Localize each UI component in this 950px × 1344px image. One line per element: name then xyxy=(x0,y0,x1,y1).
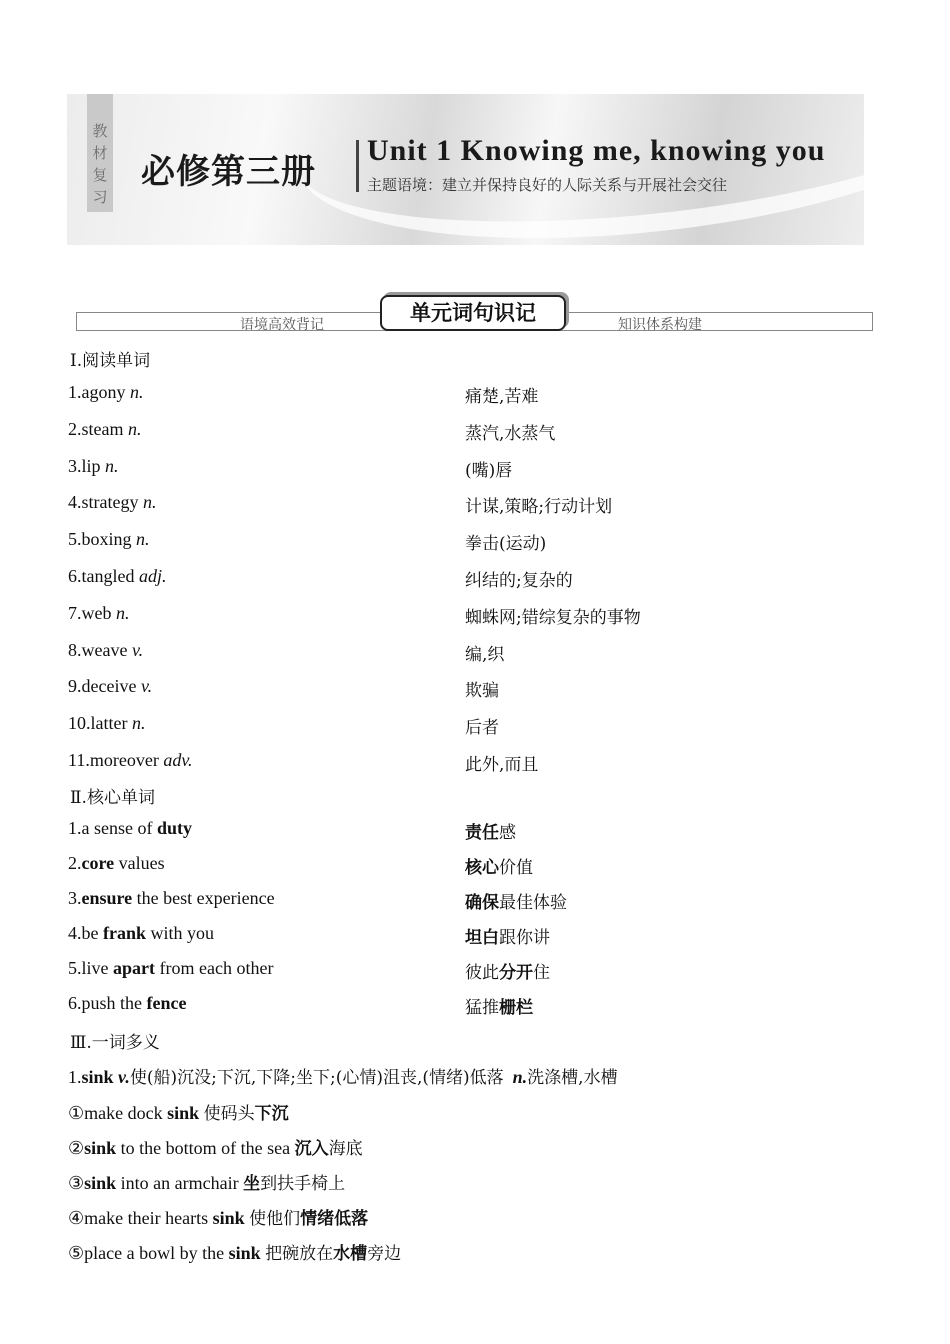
word-pos: n. xyxy=(116,602,130,623)
example-meaning-suffix: 海底 xyxy=(328,1139,363,1159)
example-keyword: sink xyxy=(84,1173,117,1193)
word-number: 9. xyxy=(68,676,82,697)
phrase-suffix: values xyxy=(114,853,165,873)
word-number: 3. xyxy=(68,455,82,476)
phrase-meaning xyxy=(465,923,550,948)
reading-word-row xyxy=(68,640,888,668)
phrase-entry xyxy=(68,958,273,979)
example-prefix: make their hearts xyxy=(84,1208,213,1228)
word-entry xyxy=(68,456,119,477)
word-text: boxing xyxy=(81,529,132,550)
phrase-prefix: 6.push the xyxy=(68,993,147,1013)
word-pos: n. xyxy=(136,529,150,550)
core-word-row xyxy=(68,853,888,881)
word-pos: v. xyxy=(131,639,144,660)
word-pos: adj. xyxy=(138,566,167,586)
meaning-keyword: 确保 xyxy=(465,893,499,913)
part3-heading: Ⅲ.一词多义 xyxy=(70,1033,160,1053)
example-prefix: place a bowl by the xyxy=(84,1243,229,1263)
word-entry xyxy=(68,750,192,771)
phrase-prefix: 2. xyxy=(68,853,82,873)
phrase-entry xyxy=(68,853,165,874)
word-number: 4. xyxy=(68,492,82,513)
word-meaning: 此外,而且 xyxy=(465,755,539,775)
section-title: 单元词句识记 xyxy=(380,295,566,331)
phrase-prefix: 1.a sense of xyxy=(68,818,157,838)
word-text: strategy xyxy=(81,492,139,513)
reading-word-row xyxy=(68,419,888,447)
polysemy-example xyxy=(68,1134,363,1159)
book-title: 必修第三册 xyxy=(141,152,316,192)
word-number: 2. xyxy=(68,418,82,439)
reading-word-row xyxy=(68,603,888,631)
example-suffix: into an armchair xyxy=(116,1173,244,1193)
phrase-meaning xyxy=(465,958,550,983)
example-marker: ② xyxy=(68,1138,85,1158)
word-text: deceive xyxy=(81,676,137,697)
core-word-row xyxy=(68,818,888,846)
word-entry xyxy=(68,566,167,587)
example-prefix: make dock xyxy=(84,1103,168,1123)
meaning-suffix: 跟你讲 xyxy=(499,928,550,948)
example-keyword: sink xyxy=(84,1138,117,1158)
word-pos: n. xyxy=(128,418,142,439)
word-number: 7. xyxy=(68,602,82,623)
word-meaning: 拳击(运动) xyxy=(465,534,547,555)
polysemy-example xyxy=(68,1204,368,1229)
example-keyword: sink xyxy=(167,1103,200,1123)
example-keyword: sink xyxy=(212,1208,245,1228)
reading-word-row xyxy=(68,750,888,778)
example-marker: ④ xyxy=(68,1208,85,1228)
meaning-suffix: 最佳体验 xyxy=(499,893,567,913)
word-entry xyxy=(68,382,144,403)
word-text: web xyxy=(81,602,112,623)
word-meaning: 计谋,策略;行动计划 xyxy=(465,497,613,518)
word-number: 6. xyxy=(68,566,82,586)
phrase-meaning xyxy=(465,853,533,878)
polysemy-example xyxy=(68,1169,345,1194)
part1-heading: Ⅰ.阅读单词 xyxy=(70,351,151,371)
phrase-entry xyxy=(68,993,186,1014)
phrase-prefix: 4.be xyxy=(68,923,103,943)
entry-def-verb: 使(船)沉没;下沉,下降;坐下;(心情)沮丧,(情绪)低落 xyxy=(129,1068,504,1088)
word-meaning: 蜘蛛网;错综复杂的事物 xyxy=(465,607,641,628)
phrase-meaning xyxy=(465,818,516,843)
section-left-label: 语境高效背记 xyxy=(240,317,324,333)
example-meaning-keyword: 水槽 xyxy=(333,1244,368,1264)
phrase-keyword: ensure xyxy=(81,888,133,908)
banner-decoration xyxy=(289,94,864,245)
phrase-suffix: with you xyxy=(146,923,215,943)
core-word-row xyxy=(68,993,888,1021)
example-meaning-keyword: 坐 xyxy=(243,1174,261,1194)
reading-word-row xyxy=(68,382,888,410)
meaning-keyword: 核心 xyxy=(465,858,499,878)
title-divider xyxy=(356,140,359,192)
example-suffix: to the bottom of the sea xyxy=(116,1138,295,1158)
word-text: steam xyxy=(81,418,124,439)
word-meaning: 编,织 xyxy=(465,644,505,665)
polysemy-entry xyxy=(68,1063,618,1088)
word-pos: v. xyxy=(140,676,153,697)
word-entry xyxy=(68,640,143,661)
meaning-suffix: 感 xyxy=(499,823,516,843)
example-meaning-prefix: 使码头 xyxy=(203,1104,255,1124)
phrase-keyword: duty xyxy=(156,818,192,838)
word-number: 1. xyxy=(68,382,82,402)
phrase-prefix: 5.live xyxy=(68,958,113,978)
word-pos: n. xyxy=(142,492,157,513)
entry-number: 1. xyxy=(68,1067,82,1087)
section-right-label: 知识体系构建 xyxy=(618,317,702,333)
example-meaning-suffix: 旁边 xyxy=(367,1244,402,1264)
entry-word: sink xyxy=(81,1067,114,1087)
word-entry xyxy=(68,419,142,440)
review-tag: 教材复习 xyxy=(87,94,113,212)
word-text: latter xyxy=(90,713,128,734)
meaning-keyword: 坦白 xyxy=(465,928,499,948)
reading-word-row xyxy=(68,529,888,557)
word-entry xyxy=(68,676,152,697)
polysemy-example xyxy=(68,1239,401,1264)
reading-word-row xyxy=(68,676,888,704)
phrase-prefix: 3. xyxy=(68,888,82,908)
word-meaning: 欺骗 xyxy=(465,681,499,702)
meaning-suffix: 价值 xyxy=(499,858,533,878)
word-entry xyxy=(68,492,156,513)
reading-word-row xyxy=(68,492,888,520)
core-word-row xyxy=(68,888,888,916)
word-number: 11. xyxy=(68,750,90,770)
unit-title: Unit 1 Knowing me, knowing you xyxy=(367,134,826,167)
phrase-entry xyxy=(68,818,192,839)
example-meaning-suffix: 到扶手椅上 xyxy=(260,1174,346,1194)
word-text: agony xyxy=(81,382,126,402)
word-text: weave xyxy=(81,639,128,660)
word-meaning: 痛楚,苦难 xyxy=(465,387,539,407)
part2-heading: Ⅱ.核心单词 xyxy=(70,788,155,808)
reading-word-row xyxy=(68,566,888,594)
phrase-suffix: from each other xyxy=(155,958,274,978)
word-pos: n. xyxy=(130,382,144,402)
meaning-prefix: 彼此 xyxy=(465,963,499,983)
meaning-keyword: 责任 xyxy=(465,823,499,843)
example-meaning-prefix: 把碗放在 xyxy=(265,1244,334,1264)
word-meaning: 蒸汽,水蒸气 xyxy=(465,423,556,444)
meaning-suffix: 住 xyxy=(533,963,550,983)
entry-pos-noun: n. xyxy=(512,1067,528,1087)
word-text: tangled xyxy=(81,566,135,586)
word-entry xyxy=(68,529,150,550)
core-word-row xyxy=(68,923,888,951)
word-text: moreover xyxy=(89,750,159,770)
word-number: 5. xyxy=(68,529,82,550)
example-meaning-prefix: 使他们 xyxy=(249,1209,301,1229)
phrase-entry xyxy=(68,888,275,909)
word-pos: n. xyxy=(105,455,119,476)
phrase-keyword: frank xyxy=(103,923,147,943)
example-keyword: sink xyxy=(228,1243,261,1263)
chapter-banner xyxy=(67,94,864,245)
word-pos: n. xyxy=(131,713,146,734)
example-meaning-keyword: 下沉 xyxy=(254,1104,289,1124)
word-entry xyxy=(68,603,130,624)
phrase-keyword: fence xyxy=(146,993,187,1013)
word-entry xyxy=(68,713,145,734)
reading-word-row xyxy=(68,713,888,741)
meaning-keyword: 栅栏 xyxy=(499,998,533,1018)
reading-word-row xyxy=(68,456,888,484)
meaning-keyword: 分开 xyxy=(499,963,533,983)
meaning-prefix: 猛推 xyxy=(465,998,499,1018)
word-text: lip xyxy=(81,455,101,476)
word-pos: adv. xyxy=(163,750,193,770)
word-number: 10. xyxy=(68,713,91,734)
phrase-suffix: the best experience xyxy=(132,888,275,908)
phrase-meaning xyxy=(465,993,533,1018)
word-meaning: 后者 xyxy=(465,718,499,739)
entry-def-noun: 洗涤槽,水槽 xyxy=(527,1068,618,1088)
word-meaning: 纠结的;复杂的 xyxy=(465,571,573,591)
entry-pos-verb: v. xyxy=(118,1067,130,1087)
example-marker: ⑤ xyxy=(68,1243,85,1263)
example-marker: ① xyxy=(68,1103,85,1123)
phrase-entry xyxy=(68,923,214,944)
example-meaning-keyword: 情绪低落 xyxy=(300,1209,369,1229)
word-meaning: (嘴)唇 xyxy=(465,460,513,481)
phrase-meaning xyxy=(465,888,567,913)
example-meaning-keyword: 沉入 xyxy=(294,1139,329,1159)
phrase-keyword: core xyxy=(81,853,115,873)
word-number: 8. xyxy=(68,639,82,660)
theme-context: 主题语境：建立并保持良好的人际关系与开展社会交往 xyxy=(367,176,728,194)
core-word-row xyxy=(68,958,888,986)
phrase-keyword: apart xyxy=(113,958,155,978)
example-marker: ③ xyxy=(68,1173,85,1193)
polysemy-example xyxy=(68,1099,289,1124)
